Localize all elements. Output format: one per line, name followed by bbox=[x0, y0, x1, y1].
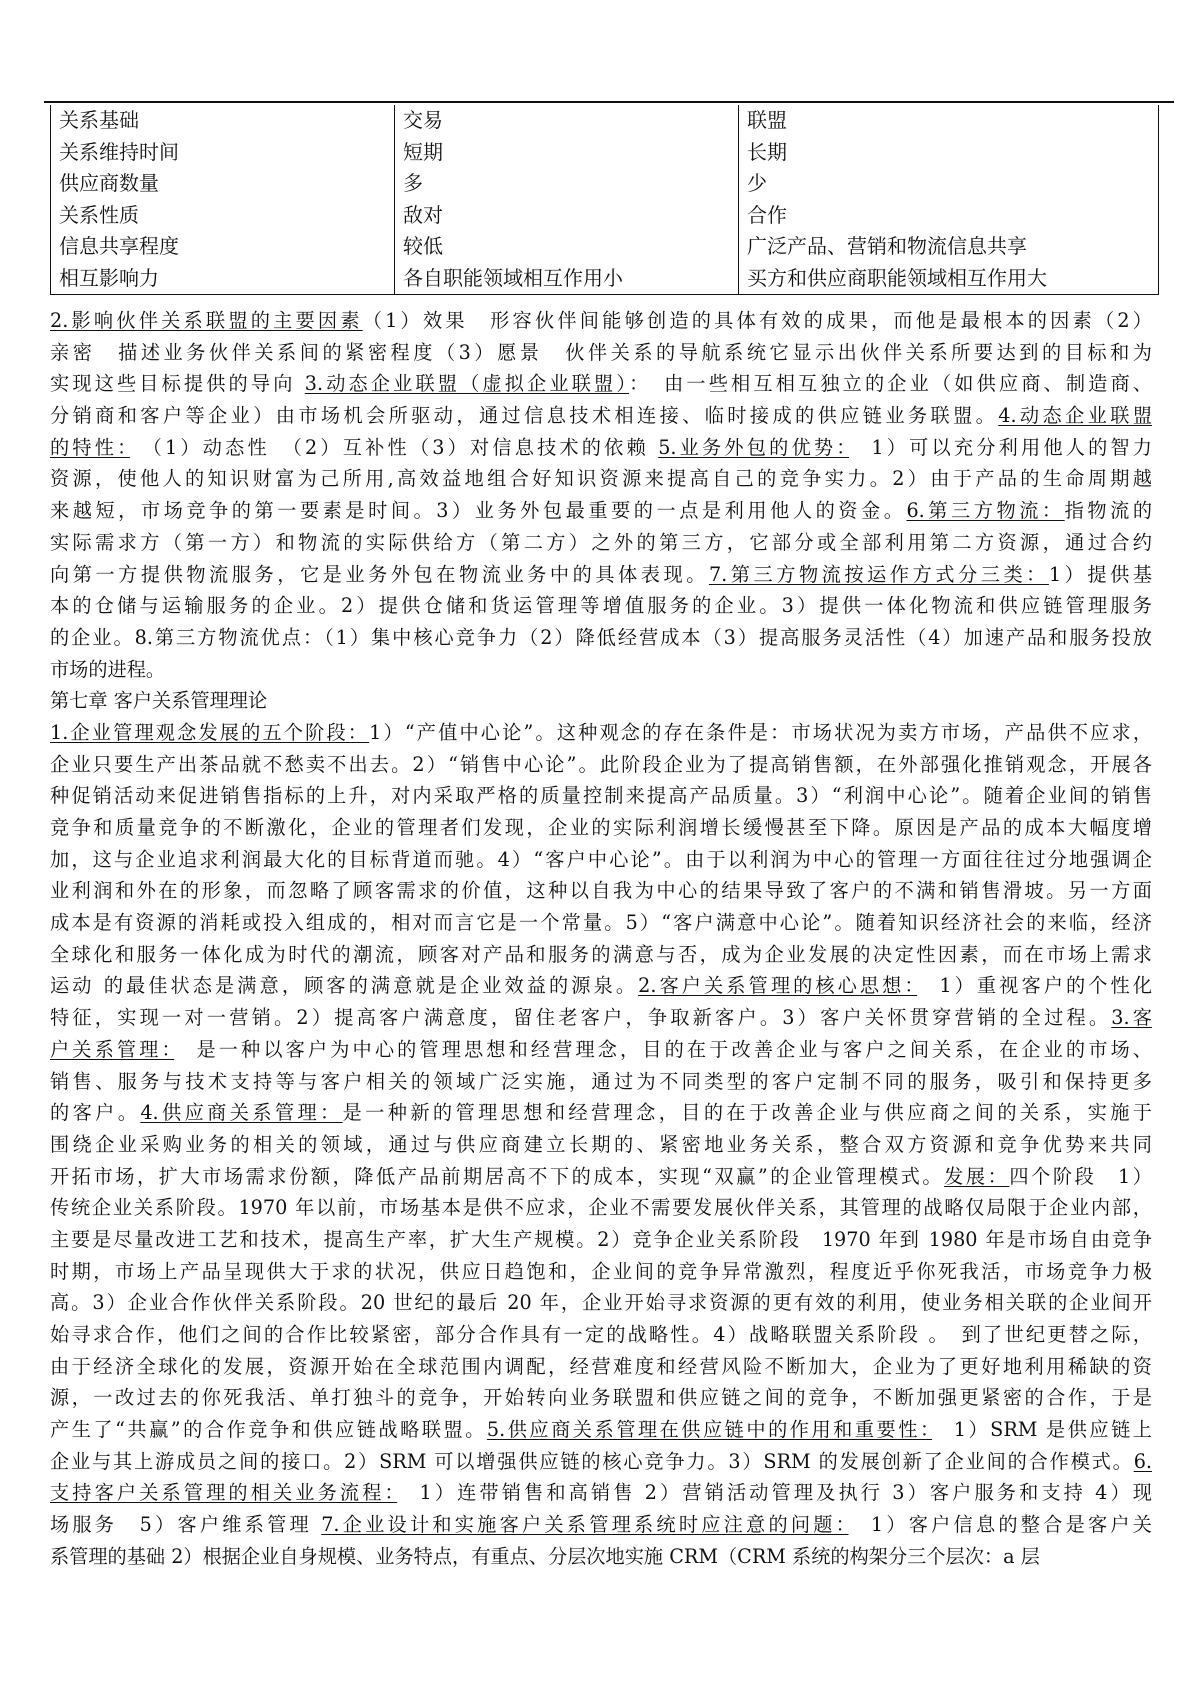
table-row bbox=[51, 105, 1159, 137]
text-line bbox=[50, 717, 1152, 749]
table-cell: 长期 bbox=[739, 137, 1159, 169]
text-run: 时期，市场上产品呈现供大于求的状况，供应日趋饱和，企业间的竞争异常激烈，程度近乎你死我活，市场竞争力极 bbox=[50, 1259, 1152, 1283]
underlined-heading: 2.客户关系管理的核心思想： bbox=[638, 974, 918, 998]
table-cell: 较低 bbox=[395, 231, 739, 263]
text-run: 1）提供基 bbox=[1048, 562, 1152, 586]
table-cell: 供应商数量 bbox=[51, 168, 395, 200]
text-run: 由于经济全球化的发展，资源开始在全球范围内调配，经营难度和经营风险不断加大，企业为了更好地利用稀缺的资 bbox=[50, 1354, 1152, 1378]
text-line bbox=[50, 685, 1152, 717]
text-line bbox=[50, 1034, 1152, 1066]
underlined-heading: 1.企业管理观念发展的五个阶段： bbox=[50, 720, 370, 744]
text-line bbox=[50, 1224, 1152, 1256]
text-run: （1）动态性 （2）互补性（3）对信息技术的依赖 bbox=[129, 435, 659, 459]
text-line bbox=[50, 1319, 1152, 1351]
underlined-heading: 5.业务外包的优势： bbox=[658, 435, 850, 459]
text-run: 销售、服务与技术支持等与客户相关的领域广泛实施，通过为不同类型的客户定制不同的服务，吸引和保持更多 bbox=[50, 1069, 1152, 1093]
text-run: 的企业。8.第三方物流优点：（1）集中核心竞争力（2）降低经营成本（3）提高服务灵活性（4）加速产品和服务投放 bbox=[50, 625, 1152, 649]
text-run: ： 由一些相互相互独立的企业（如供应商、制造商、 bbox=[629, 372, 1152, 396]
table-cell: 少 bbox=[739, 168, 1159, 200]
text-line bbox=[50, 1509, 1152, 1541]
text-line bbox=[50, 844, 1152, 876]
text-line bbox=[50, 368, 1152, 400]
text-run: 企业与其上游成员之间的接口。2）SRM 可以增强供应链的核心竞争力。3）SRM 的发展创新了企业间的合作模式。 bbox=[50, 1449, 1134, 1473]
text-run: 系管理的基础 2）根据企业自身规模、业务特点，有重点、分层次地实施 CRM（CRM 系统的构架分三个层次：a 层 bbox=[50, 1544, 1040, 1568]
text-run: 市场的进程。 bbox=[50, 657, 166, 681]
text-run: 实现这些目标提供的导向 bbox=[50, 372, 305, 396]
text-line bbox=[50, 337, 1152, 369]
underlined-heading: 5.供应商关系管理在供应链中的作用和重要性： bbox=[486, 1418, 933, 1442]
text-run: （1）效果 形容伙伴间能够创造的具体有效的成果，而他是最根本的因素（2） bbox=[362, 309, 1152, 332]
text-run: 资源，使他人的知识财富为己所用,高效益地组合好知识资源来提高自己的竞争实力。2）由于产品的生命周期越 bbox=[50, 467, 1152, 491]
text-line bbox=[50, 1382, 1152, 1414]
text-run: 竞争和质量竞争的不断激化，企业的管理者们发现，企业的实际利润增长缓慢甚至下降。原因是产品的成本大幅度增 bbox=[50, 816, 1152, 839]
text-line bbox=[50, 527, 1152, 559]
text-line bbox=[50, 1192, 1152, 1224]
text-run: 开拓市场，扩大市场需求份额，降低产品前期居高不下的成本，实现“双赢”的企业管理模式。 bbox=[50, 1164, 945, 1188]
table-cell: 短期 bbox=[395, 137, 739, 169]
text-run: 业利润和外在的形象，而忽略了顾客需求的价值，这种以自我为中心的结果导致了客户的不满和销售滑坡。另一方面 bbox=[50, 879, 1152, 903]
text-run: 运动 的最佳状态是满意，顾客的满意就是企业效益的源泉。 bbox=[50, 974, 639, 998]
text-run: 场服务 5）客户维系管理 bbox=[50, 1513, 322, 1537]
text-run: 特征，实现一对一营销。2）提高客户满意度，留住老客户，争取新客户。3）客户关怀贯穿营销的全过程。 bbox=[50, 1006, 1112, 1030]
underlined-heading: 3.客 bbox=[1111, 1006, 1152, 1030]
table-cell: 各自职能领域相互作用小 bbox=[395, 263, 739, 295]
text-line bbox=[50, 400, 1152, 432]
text-run: 主要是尽量改进工艺和技术，提高生产率，扩大生产规模。2）竞争企业关系阶段 1970 年到 1980 年是市场自由竞争 bbox=[50, 1227, 1152, 1251]
underlined-heading: 户关系管理： bbox=[50, 1037, 175, 1061]
table-cell: 交易 bbox=[395, 105, 739, 137]
table-row bbox=[51, 200, 1159, 232]
text-run: 始寻求合作，他们之间的合作比较紧密，部分合作具有一定的战略性。4）战略联盟关系阶段 。 到了世纪更替之际， bbox=[50, 1323, 1152, 1346]
table-row bbox=[51, 263, 1159, 295]
table-cell: 广泛产品、营销和物流信息共享 bbox=[739, 231, 1159, 263]
table-cell: 关系基础 bbox=[51, 105, 395, 137]
text-run: 来越短，市场竞争的第一要素是时间。3）业务外包最重要的一点是利用他人的资金。 bbox=[50, 499, 907, 523]
text-line bbox=[50, 1351, 1152, 1383]
table-row bbox=[51, 231, 1159, 263]
text-run: 第七章 客户关系管理理论 bbox=[50, 689, 268, 713]
text-line bbox=[50, 1129, 1152, 1161]
underlined-heading: 4.供应商关系管理： bbox=[140, 1101, 343, 1125]
table-row bbox=[51, 137, 1159, 169]
text-run: 是一种以客户为中心的管理思想和经营理念，目的在于改善企业与客户之间关系，在企业的市场、 bbox=[174, 1037, 1152, 1061]
table-cell: 买方和供应商职能领域相互作用大 bbox=[739, 263, 1159, 295]
text-run: 围绕企业采购业务的相关的领域，通过与供应商建立长期的、紧密地业务关系，整合双方资源和竞争优势来共同 bbox=[50, 1132, 1152, 1156]
underlined-heading: 的特性： bbox=[50, 435, 130, 459]
underlined-heading: 7.企业设计和实施客户关系管理系统时应注意的问题： bbox=[321, 1513, 849, 1537]
text-run: 1）重视客户的个性化 bbox=[917, 974, 1152, 998]
document-body-text bbox=[50, 305, 1152, 1573]
table-cell: 相互影响力 bbox=[51, 263, 395, 295]
text-run: 1）连带销售和高销售 2）营销活动管理及执行 3）客户服务和支持 4）现 bbox=[397, 1481, 1152, 1505]
table-cell: 合作 bbox=[739, 200, 1159, 232]
underlined-heading: 4.动态企业联盟 bbox=[998, 404, 1152, 428]
text-line bbox=[50, 907, 1152, 939]
text-line bbox=[50, 749, 1152, 781]
text-line bbox=[50, 1002, 1152, 1034]
table-cell: 联盟 bbox=[739, 105, 1159, 137]
text-line bbox=[50, 590, 1152, 622]
text-run: 向第一方提供物流服务，它是业务外包在物流业务中的具体表现。 bbox=[50, 562, 709, 586]
text-line bbox=[50, 1541, 1152, 1573]
text-run: 分销商和客户等企业）由市场机会所驱动，通过信息技术相连接、临时接成的供应链业务联盟。 bbox=[50, 404, 999, 428]
text-run: 源，一改过去的你死我活、单打独斗的竞争，开始转向业务联盟和供应链之间的竞争，不断加强更紧密的合作，于是 bbox=[50, 1386, 1152, 1410]
text-run: 全球化和服务一体化成为时代的潮流，顾客对产品和服务的满意与否，成为企业发展的决定性因素，而在市场上需求 bbox=[50, 942, 1152, 966]
table-cell: 信息共享程度 bbox=[51, 231, 395, 263]
text-line bbox=[50, 1477, 1152, 1509]
underlined-heading: 3.动态企业联盟（虚拟企业联盟） bbox=[304, 372, 630, 396]
table-cell: 关系性质 bbox=[51, 200, 395, 232]
text-run: 种促销活动来促进销售指标的上升，对内采取严格的质量控制来提高产品质量。3）“利润中心论”。随着企业间的销售 bbox=[50, 784, 1152, 808]
text-line bbox=[50, 1161, 1152, 1193]
text-line bbox=[50, 559, 1152, 591]
text-run: 实际需求方（第一方）和物流的实际供给方（第二方）之外的第三方，它部分或全部利用第二方资源，通过合约 bbox=[50, 530, 1152, 554]
text-line bbox=[50, 654, 1152, 686]
text-run: 1）客户信息的整合是客户关 bbox=[848, 1513, 1152, 1537]
text-run: 是一种新的管理思想和经营理念，目的在于改善企业与供应商之间的关系，实施于 bbox=[342, 1101, 1152, 1125]
table-row bbox=[51, 168, 1159, 200]
text-run: 传统企业关系阶段。1970 年以前，市场基本是供不应求，企业不需要发展伙伴关系，其管理的战略仅局限于企业内部， bbox=[50, 1196, 1152, 1220]
text-run: 加，这与企业追求利润最大化的目标背道而驰。4）“客户中心论”。由于以利润为中心的管理一方面往往过分地强调企 bbox=[50, 847, 1152, 871]
text-line bbox=[50, 305, 1152, 337]
text-run: 企业只要生产出茶品就不愁卖不出去。2）“销售中心论”。此阶段企业为了提高销售额，在外部强化推销观念，开展各 bbox=[50, 752, 1152, 776]
text-line bbox=[50, 1066, 1152, 1098]
text-line bbox=[50, 622, 1152, 654]
text-run: 1）SRM 是供应链上 bbox=[932, 1418, 1152, 1442]
underlined-heading: 支持客户关系管理的相关业务流程： bbox=[50, 1481, 398, 1505]
text-line bbox=[50, 1287, 1152, 1319]
underlined-heading: 6. bbox=[1133, 1449, 1152, 1473]
text-run: 四个阶段 1） bbox=[1009, 1164, 1152, 1188]
text-line bbox=[50, 1097, 1152, 1129]
text-run: 本的仓储与运输服务的企业。2）提供仓储和货运管理等增值服务的企业。3）提供一体化物流和供应链管理服务 bbox=[50, 594, 1152, 618]
text-run: 的客户。 bbox=[50, 1101, 141, 1125]
text-line bbox=[50, 780, 1152, 812]
text-run: 成本是有资源的消耗或投入组成的，相对而言它是一个常量。5）“客户满意中心论”。随着知识经济社会的来临，经济 bbox=[50, 911, 1152, 935]
text-run: 1）可以充分利用他人的智力 bbox=[849, 435, 1152, 459]
text-line bbox=[50, 939, 1152, 971]
table-cell: 多 bbox=[395, 168, 739, 200]
text-line bbox=[50, 463, 1152, 495]
text-line bbox=[50, 875, 1152, 907]
underlined-heading: 2.影响伙伴关系联盟的主要因素 bbox=[50, 309, 363, 332]
text-line bbox=[50, 1414, 1152, 1446]
table-cell: 关系维持时间 bbox=[51, 137, 395, 169]
underlined-heading: 发展： bbox=[944, 1164, 1010, 1188]
text-run: 1）“产值中心论”。这种观念的存在条件是：市场状况为卖方市场，产品供不应求， bbox=[369, 720, 1152, 744]
text-run: 产生了“共赢”的合作竞争和供应链战略联盟。 bbox=[50, 1418, 487, 1442]
text-line bbox=[50, 1256, 1152, 1288]
underlined-heading: 7.第三方物流按运作方式分三类： bbox=[708, 562, 1049, 586]
text-line bbox=[50, 495, 1152, 527]
underlined-heading: 6.第三方物流： bbox=[906, 499, 1065, 523]
table-cell: 敌对 bbox=[395, 200, 739, 232]
page-top-rule bbox=[44, 101, 1174, 103]
text-line bbox=[50, 432, 1152, 464]
text-run: 高。3）企业合作伙伴关系阶段。20 世纪的最后 20 年，企业开始寻求资源的更有效的利用，使业务相关联的企业间开 bbox=[50, 1291, 1152, 1315]
text-run: 指物流的 bbox=[1064, 499, 1152, 523]
text-line bbox=[50, 970, 1152, 1002]
text-run: 亲密 描述业务伙伴关系间的紧密程度（3）愿景 伙伴关系的导航系统它显示出伙伴关系所要达到的目标和为 bbox=[50, 340, 1152, 364]
text-line bbox=[50, 1446, 1152, 1478]
relationship-comparison-table bbox=[50, 105, 1159, 295]
text-line bbox=[50, 812, 1152, 844]
